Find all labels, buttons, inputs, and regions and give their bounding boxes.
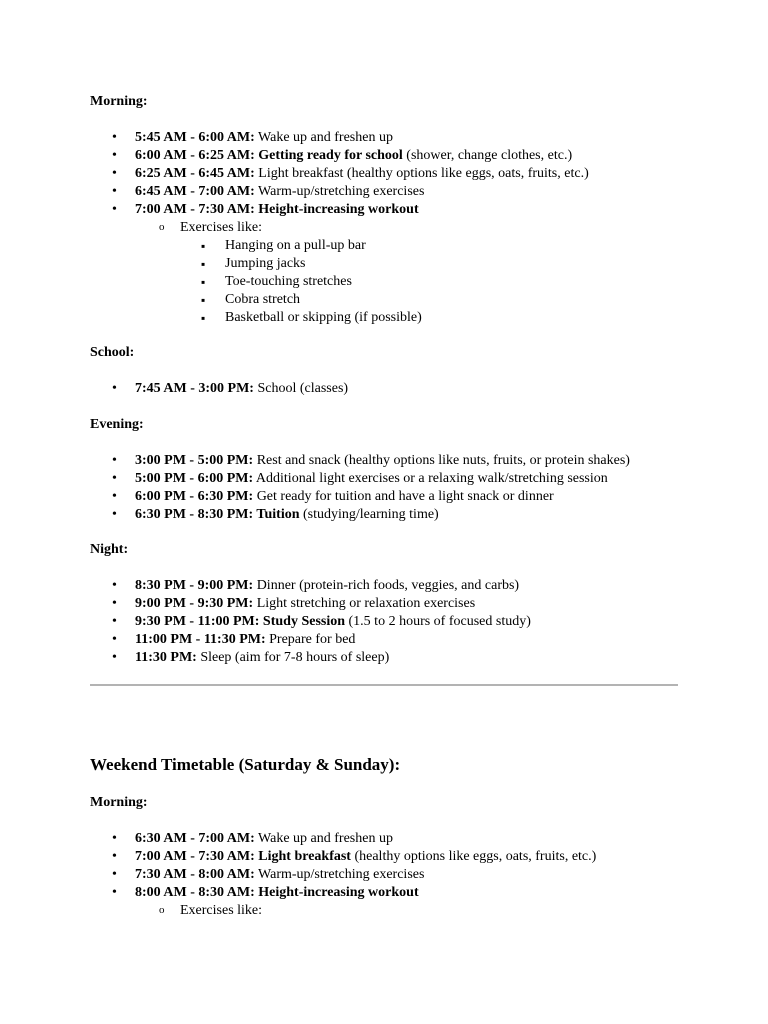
horizontal-rule <box>90 684 678 686</box>
morning-heading: Morning: <box>90 94 148 109</box>
list-item <box>90 848 596 866</box>
time-range: 5:45 AM - 6:00 AM: <box>135 130 255 145</box>
exercise-item <box>90 273 589 291</box>
activity-text: Rest and snack (healthy options like nuts, fruits, or protein shakes) <box>253 453 630 468</box>
time-range: 6:25 AM - 6:45 AM: <box>135 166 255 181</box>
time-range: 6:30 AM - 7:00 AM: <box>135 831 255 846</box>
list-item <box>90 613 531 631</box>
activity-text: Get ready for tuition and have a light snack or dinner <box>253 489 554 504</box>
exercise-item <box>90 309 589 327</box>
night-heading: Night: <box>90 542 129 557</box>
time-range: 7:00 AM - 7:30 AM: <box>135 849 255 864</box>
evening-list <box>90 452 630 524</box>
exercise-item <box>90 237 589 255</box>
activity-bold: Tuition <box>253 507 300 522</box>
weekend-title: Weekend Timetable (Saturday & Sunday): <box>90 755 401 774</box>
activity-text: (healthy options like eggs, oats, fruits, etc.) <box>350 849 597 864</box>
time-range: 11:30 PM: <box>135 650 197 665</box>
list-item <box>90 866 596 884</box>
time-range: 9:00 PM - 9:30 PM: <box>135 596 254 611</box>
exercises-label: Exercises like: <box>180 220 263 235</box>
evening-heading: Evening: <box>90 417 144 432</box>
night-list <box>90 577 531 667</box>
activity-bold: Height-increasing workout <box>254 202 419 217</box>
list-item <box>90 595 531 613</box>
activity-text: Warm-up/stretching exercises <box>254 184 425 199</box>
list-item <box>90 488 630 506</box>
time-range: 9:30 PM - 11:00 PM: <box>135 614 260 629</box>
exercise-item <box>90 255 589 273</box>
activity-bold: Light breakfast <box>254 849 351 864</box>
list-item <box>90 830 596 848</box>
list-item <box>90 649 531 667</box>
sub-list-item <box>90 219 589 237</box>
activity-bold: Study Session <box>259 614 346 629</box>
list-item <box>90 470 630 488</box>
list-item <box>90 380 348 398</box>
list-item <box>90 631 531 649</box>
list-item <box>90 183 589 201</box>
time-range: 8:30 PM - 9:00 PM: <box>135 578 254 593</box>
time-range: 6:00 AM - 6:25 AM: <box>135 148 255 163</box>
list-item <box>90 577 531 595</box>
list-item <box>90 147 589 165</box>
exercise-text: Cobra stretch <box>225 292 301 307</box>
time-range: 11:00 PM - 11:30 PM: <box>135 632 266 647</box>
time-range: 3:00 PM - 5:00 PM: <box>135 453 254 468</box>
activity-text: (1.5 to 2 hours of focused study) <box>345 614 531 629</box>
activity-text: Prepare for bed <box>265 632 356 647</box>
sub-list-item <box>90 902 596 920</box>
time-range: 7:30 AM - 8:00 AM: <box>135 867 255 882</box>
time-range: 7:45 AM - 3:00 PM: <box>135 381 254 396</box>
activity-text: Light breakfast (healthy options like eggs, oats, fruits, etc.) <box>254 166 589 181</box>
list-item <box>90 506 630 524</box>
exercise-text: Basketball or skipping (if possible) <box>225 310 422 325</box>
school-heading: School: <box>90 345 135 360</box>
activity-text: (studying/learning time) <box>299 507 439 522</box>
exercise-text: Hanging on a pull-up bar <box>225 238 366 253</box>
activity-text: Warm-up/stretching exercises <box>254 867 425 882</box>
exercise-item <box>90 291 589 309</box>
activity-text: School (classes) <box>253 381 349 396</box>
school-list <box>90 380 348 398</box>
activity-text: Wake up and freshen up <box>254 130 393 145</box>
activity-bold: Getting ready for school <box>254 148 403 163</box>
activity-text: Sleep (aim for 7-8 hours of sleep) <box>196 650 390 665</box>
time-range: 7:00 AM - 7:30 AM: <box>135 202 255 217</box>
activity-text: Light stretching or relaxation exercises <box>253 596 476 611</box>
morning-list <box>90 129 589 327</box>
exercises-label: Exercises like: <box>180 903 263 918</box>
time-range: 8:00 AM - 8:30 AM: <box>135 885 255 900</box>
list-item <box>90 165 589 183</box>
exercise-text: Jumping jacks <box>225 256 306 271</box>
activity-bold: Height-increasing workout <box>254 885 419 900</box>
list-item <box>90 129 589 147</box>
activity-text: Additional light exercises or a relaxing walk/stretching session <box>253 471 608 486</box>
time-range: 6:00 PM - 6:30 PM: <box>135 489 254 504</box>
time-range: 6:30 PM - 8:30 PM: <box>135 507 254 522</box>
time-range: 6:45 AM - 7:00 AM: <box>135 184 255 199</box>
list-item <box>90 884 596 902</box>
activity-text: Dinner (protein-rich foods, veggies, and carbs) <box>253 578 520 593</box>
time-range: 5:00 PM - 6:00 PM: <box>135 471 254 486</box>
weekend-morning-list <box>90 830 596 920</box>
activity-text: Wake up and freshen up <box>254 831 393 846</box>
list-item <box>90 201 589 219</box>
list-item <box>90 452 630 470</box>
weekend-morning-heading: Morning: <box>90 795 148 810</box>
activity-text: (shower, change clothes, etc.) <box>402 148 573 163</box>
exercise-text: Toe-touching stretches <box>225 274 352 289</box>
